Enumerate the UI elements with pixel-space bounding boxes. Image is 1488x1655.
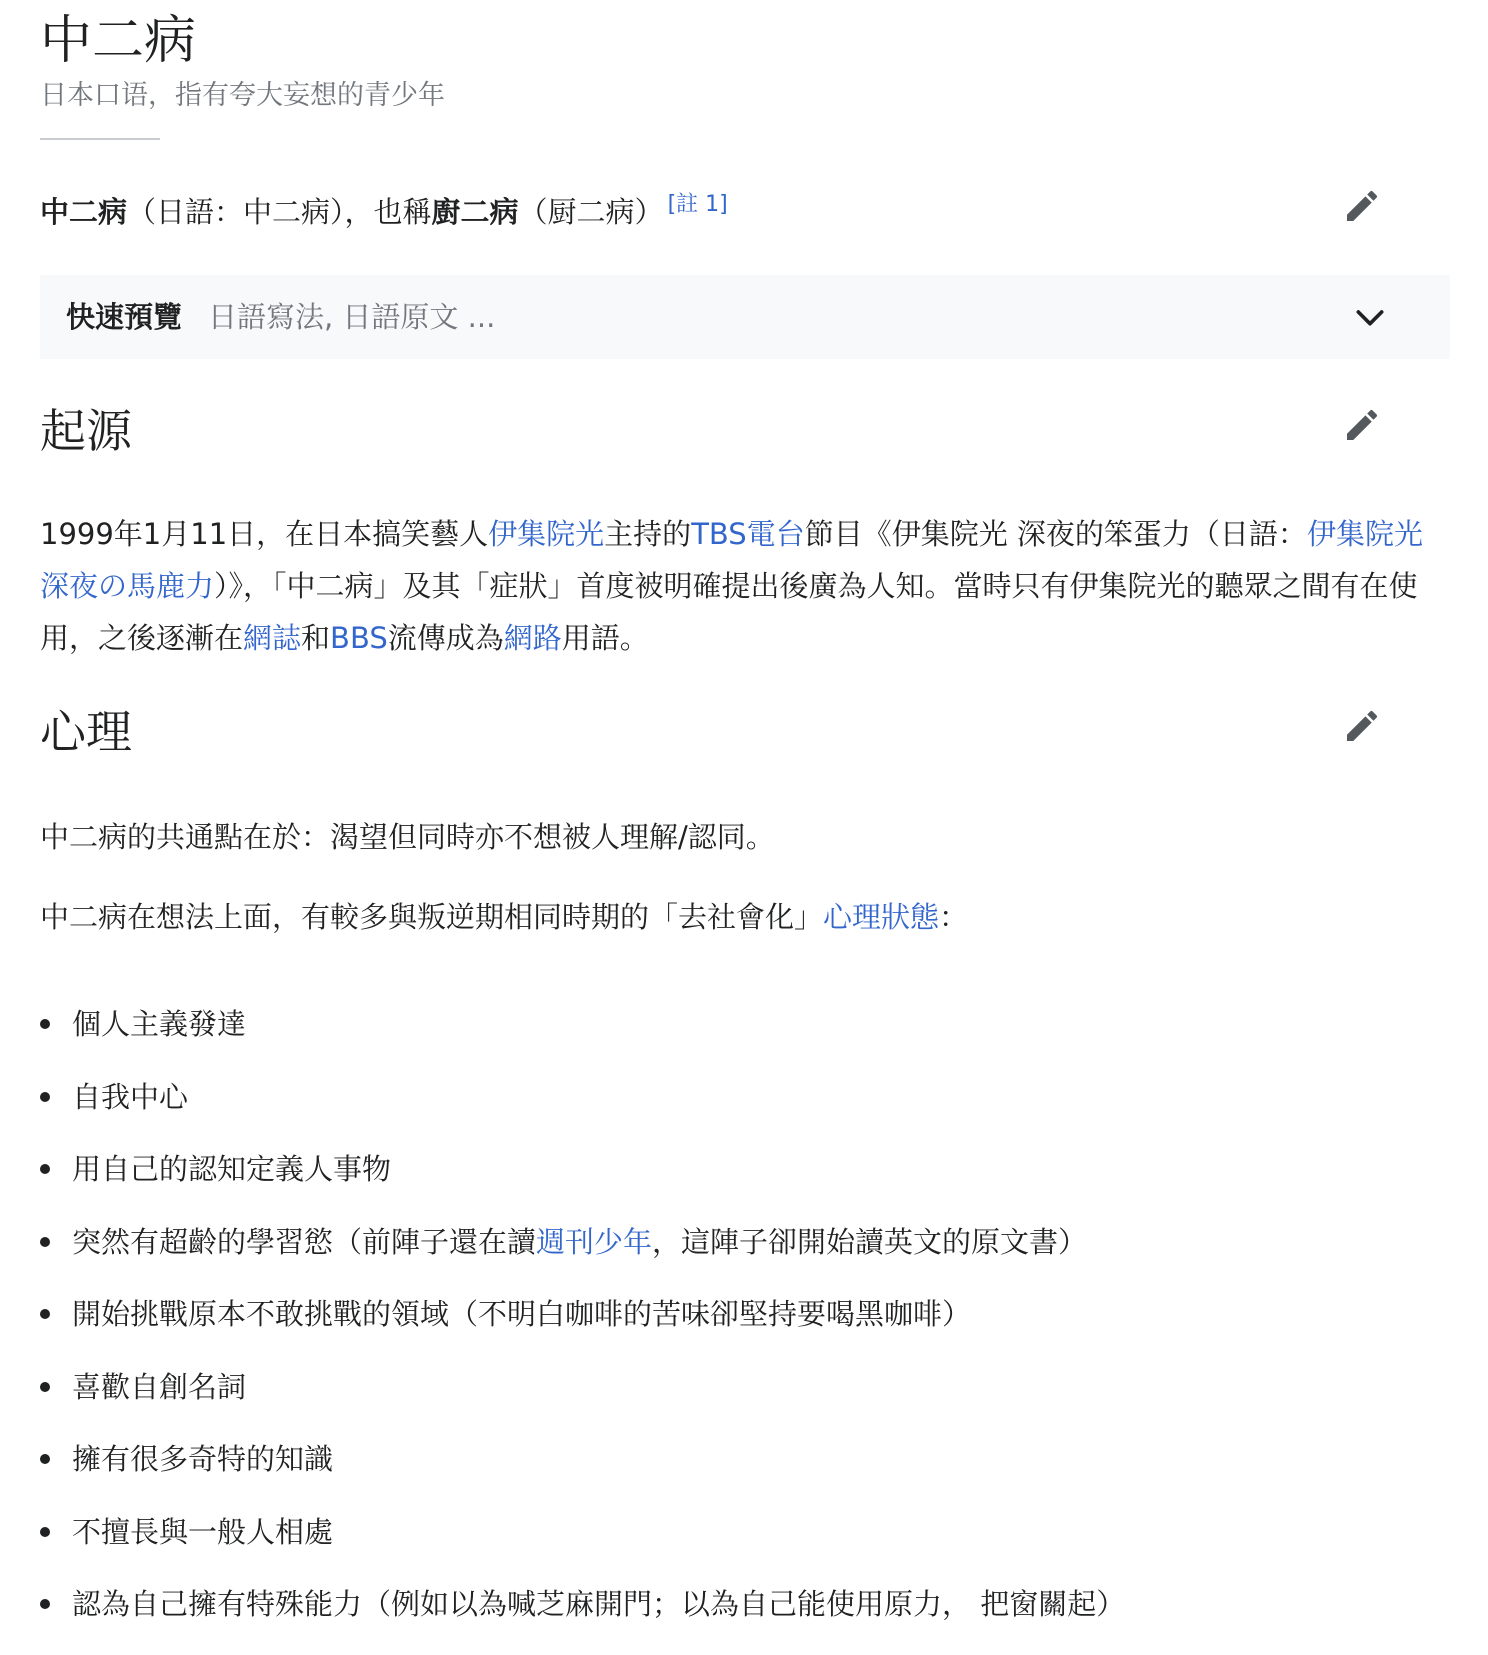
list-item-text: 自我中心 <box>72 1079 189 1114</box>
lead-term: 中二病 <box>40 195 128 229</box>
list-item <box>40 1147 1125 1220</box>
bullet-icon <box>40 1599 50 1609</box>
link-blog[interactable]: 網誌 <box>243 621 302 655</box>
footnote-ref-link[interactable]: [註 1] <box>667 192 728 218</box>
list-item-text: 擁有很多奇特的知識 <box>72 1442 334 1476</box>
bullet-icon <box>40 1092 50 1102</box>
link-weekly-shonen[interactable]: 週刊少年 <box>536 1224 653 1259</box>
bullet-icon <box>40 1454 50 1464</box>
list-item-text: 喜歡自創名詞 <box>72 1369 247 1404</box>
link-program-japanese[interactable]: 伊集院光 深夜の馬鹿力 <box>40 517 1423 603</box>
list-item-text: ，這陣子卻開始讀英文的原文書） <box>652 1224 1088 1259</box>
origin-text: 流傳成為 <box>387 621 504 655</box>
origin-text: 主持的 <box>604 517 692 551</box>
list-item <box>40 1292 1125 1365</box>
link-internet[interactable]: 網路 <box>503 621 562 655</box>
page-title: 中二病 <box>40 11 197 71</box>
title-divider <box>40 138 160 140</box>
list-item <box>40 1002 1125 1075</box>
bullet-icon <box>40 1382 50 1392</box>
quick-preview-items: 日語寫法, 日語原文 ... <box>208 300 496 334</box>
pencil-icon <box>1342 186 1382 226</box>
psychology-paragraph-1: 中二病的共通點在於：渴望但同時亦不想被人理解/認同。 <box>40 820 775 854</box>
origin-text: 節目《伊集院光 深夜的笨蛋力（日語： <box>804 517 1307 551</box>
origin-text: 1999年1月11日，在日本搞笑藝人 <box>40 517 489 551</box>
psychology-text: ： <box>939 900 969 934</box>
bullet-icon <box>40 1527 50 1537</box>
list-item <box>40 1582 1125 1655</box>
link-tbs-radio[interactable]: TBS電台 <box>691 517 805 551</box>
link-ijuin-hikaru[interactable]: 伊集院光 <box>488 517 605 551</box>
psychology-paragraph-2 <box>40 891 1450 943</box>
list-item-text: 突然有超齡的學習慾（前陣子還在讀 <box>72 1224 537 1259</box>
link-mental-state[interactable]: 心理狀態 <box>823 900 940 934</box>
pencil-icon <box>1342 706 1382 746</box>
symptom-list <box>40 1002 1125 1655</box>
quick-preview-toggle[interactable] <box>40 275 1450 359</box>
bullet-icon <box>40 1164 50 1174</box>
list-item-text: 認為自己擁有特殊能力（例如以為喊芝麻開門；以為自己能使用原力， 把窗關起） <box>72 1587 1126 1621</box>
origin-paragraph <box>40 508 1450 664</box>
origin-text: ）》，「中二病」及其「症狀」首度被明確提出後廣為人知。當時只有伊集院光的聽眾之間有在使用，之後逐漸在 <box>40 569 1418 655</box>
edit-psychology-button[interactable] <box>1342 706 1382 746</box>
list-item <box>40 1365 1125 1438</box>
section-heading-origin: 起源 <box>40 404 132 458</box>
list-item-text: 個人主義發達 <box>72 1007 247 1041</box>
list-item <box>40 1220 1125 1293</box>
list-item <box>40 1075 1125 1148</box>
bullet-icon <box>40 1237 50 1247</box>
list-item-text: 用自己的認知定義人事物 <box>72 1152 392 1186</box>
quick-preview-label: 快速預覽 <box>66 300 183 334</box>
list-item-text: 不擅長與一般人相處 <box>72 1514 334 1549</box>
origin-text: 用語。 <box>561 621 649 655</box>
list-item <box>40 1437 1125 1510</box>
link-bbs[interactable]: BBS <box>330 621 388 655</box>
bullet-icon <box>40 1019 50 1029</box>
edit-origin-button[interactable] <box>1342 405 1382 445</box>
origin-text: 和 <box>301 621 331 655</box>
pencil-icon <box>1342 405 1382 445</box>
lead-text-1: （日語：中二病），也稱 <box>127 195 432 229</box>
chevron-down-icon <box>1350 297 1390 337</box>
list-item <box>40 1510 1125 1583</box>
page-subtitle: 日本口语，指有夸大妄想的青少年 <box>40 80 445 111</box>
section-heading-psychology: 心理 <box>40 705 132 759</box>
bullet-icon <box>40 1309 50 1319</box>
lead-text-2: （厨二病） <box>518 195 664 229</box>
psychology-text: 中二病在想法上面，有較多與叛逆期相同時期的「去社會化」 <box>40 900 824 934</box>
lead-paragraph <box>40 190 728 234</box>
list-item-text: 開始挑戰原本不敢挑戰的領域（不明白咖啡的苦味卻堅持要喝黑咖啡） <box>72 1297 972 1331</box>
lead-alt-term: 廚二病 <box>431 195 519 229</box>
edit-lead-button[interactable] <box>1342 186 1382 226</box>
